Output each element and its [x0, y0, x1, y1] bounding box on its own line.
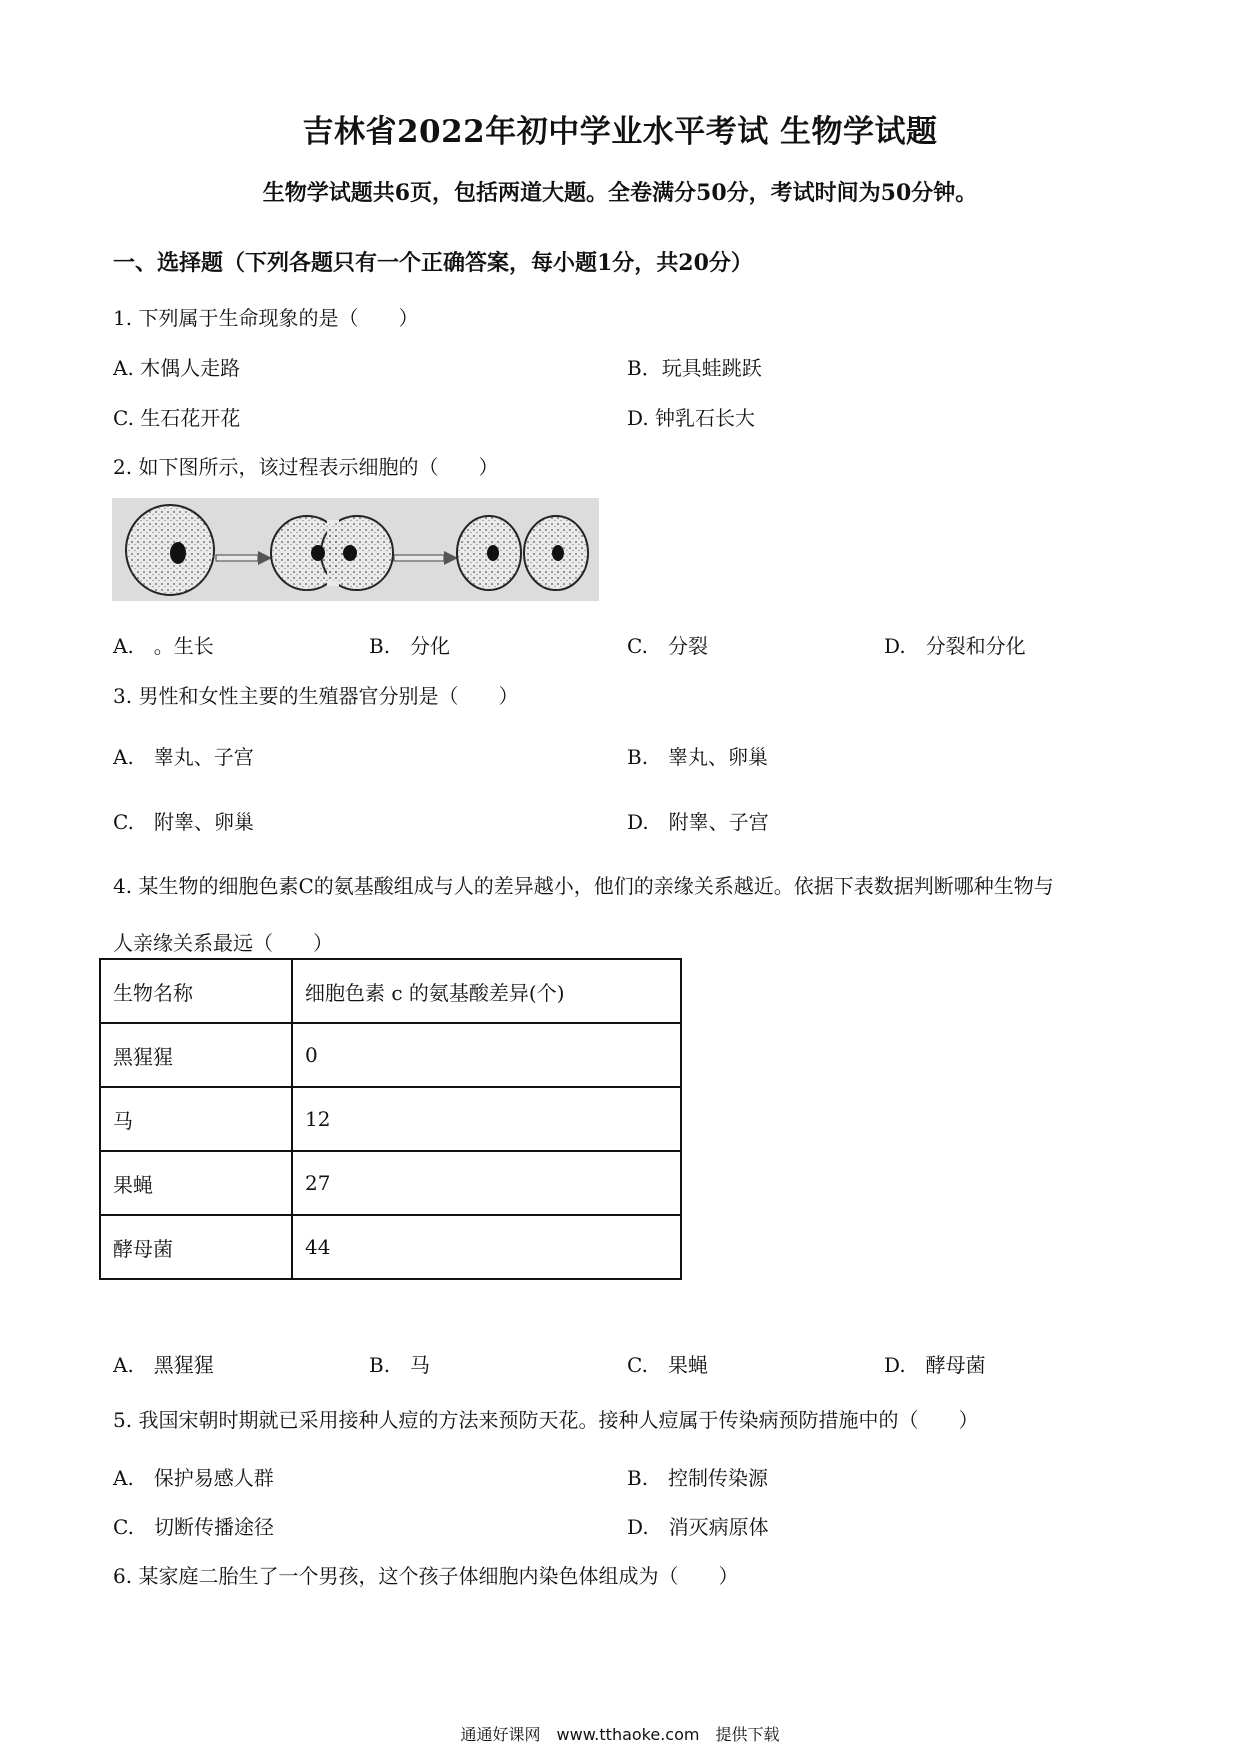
question-5-option-b: B. 控制传染源 [627, 1466, 769, 1490]
table-header-cell: 生物名称 [100, 959, 292, 1023]
table-row [100, 1215, 681, 1279]
table-row [100, 1151, 681, 1215]
question-2-stem: 2. 如下图所示，该过程表示细胞的（ ） [113, 455, 499, 479]
question-6-stem: 6. 某家庭二胎生了一个男孩，这个孩子体细胞内染色体组成为（ ） [113, 1564, 739, 1588]
page-title: 吉林省2022年初中学业水平考试 生物学试题 [302, 114, 938, 150]
question-5-stem: 5. 我国宋朝时期就已采用接种人痘的方法来预防天花。接种人痘属于传染病预防措施中的（ ） [113, 1408, 979, 1432]
table-cell: 果蝇 [100, 1151, 292, 1215]
question-3-option-a: A. 睾丸、子宫 [113, 745, 254, 769]
question-3-option-b: B. 睾丸、卵巢 [627, 745, 769, 769]
question-5-option-a: A. 保护易感人群 [113, 1466, 274, 1490]
question-5-option-d: D. 消灭病原体 [627, 1515, 769, 1539]
section-heading: 一、选择题（下列各题只有一个正确答案，每小题1分，共20分） [113, 250, 753, 276]
table-cell: 44 [292, 1215, 681, 1279]
question-4-stem-line-1: 4. 某生物的细胞色素C的氨基酸组成与人的差异越小，他们的亲缘关系越近。依据下表数据判断哪种生物与 [113, 874, 1054, 898]
table-cell: 酵母菌 [100, 1215, 292, 1279]
question-3-option-c: C. 附睾、卵巢 [113, 810, 254, 834]
table-cell: 马 [100, 1087, 292, 1151]
question-2-option-a: A. 。生长 [113, 634, 214, 658]
exam-instructions: 生物学试题共6页，包括两道大题。全卷满分50分，考试时间为50分钟。 [262, 180, 978, 206]
question-5-option-c: C. 切断传播途径 [113, 1515, 274, 1539]
question-1-option-c: C. 生石花开花 [113, 406, 241, 430]
question-4-option-d: D. 酵母菌 [884, 1353, 986, 1377]
table-header-row [100, 959, 681, 1023]
table-cell: 12 [292, 1087, 681, 1151]
question-2-option-d: D. 分裂和分化 [884, 634, 1026, 658]
table-header-cell: 细胞色素 c 的氨基酸差异(个) [292, 959, 681, 1023]
question-1-option-d: D. 钟乳石长大 [627, 406, 756, 430]
question-4-stem-line-2: 人亲缘关系最远（ ） [113, 931, 333, 955]
table-cell: 27 [292, 1151, 681, 1215]
question-2-option-b: B. 分化 [369, 634, 451, 658]
question-1-option-a: A. 木偶人走路 [113, 356, 241, 380]
question-1-stem: 1. 下列属于生命现象的是（ ） [113, 306, 419, 330]
table-cell: 黑猩猩 [100, 1023, 292, 1087]
cell-division-diagram [112, 498, 599, 601]
question-4-option-a: A. 黑猩猩 [113, 1353, 214, 1377]
question-1-option-b: B．玩具蛙跳跃 [627, 356, 762, 380]
question-4-option-b: B. 马 [369, 1353, 431, 1377]
table-cell: 0 [292, 1023, 681, 1087]
question-4-option-c: C. 果蝇 [627, 1353, 708, 1377]
question-2-option-c: C. 分裂 [627, 634, 708, 658]
table-row [100, 1023, 681, 1087]
question-3-option-d: D. 附睾、子宫 [627, 810, 769, 834]
cytochrome-c-table [99, 958, 682, 1280]
page-footer: 通通好课网 www.tthaoke.com 提供下载 [460, 1725, 780, 1744]
table-row [100, 1087, 681, 1151]
question-3-stem: 3. 男性和女性主要的生殖器官分别是（ ） [113, 684, 519, 708]
cell-division-figure [112, 498, 599, 601]
